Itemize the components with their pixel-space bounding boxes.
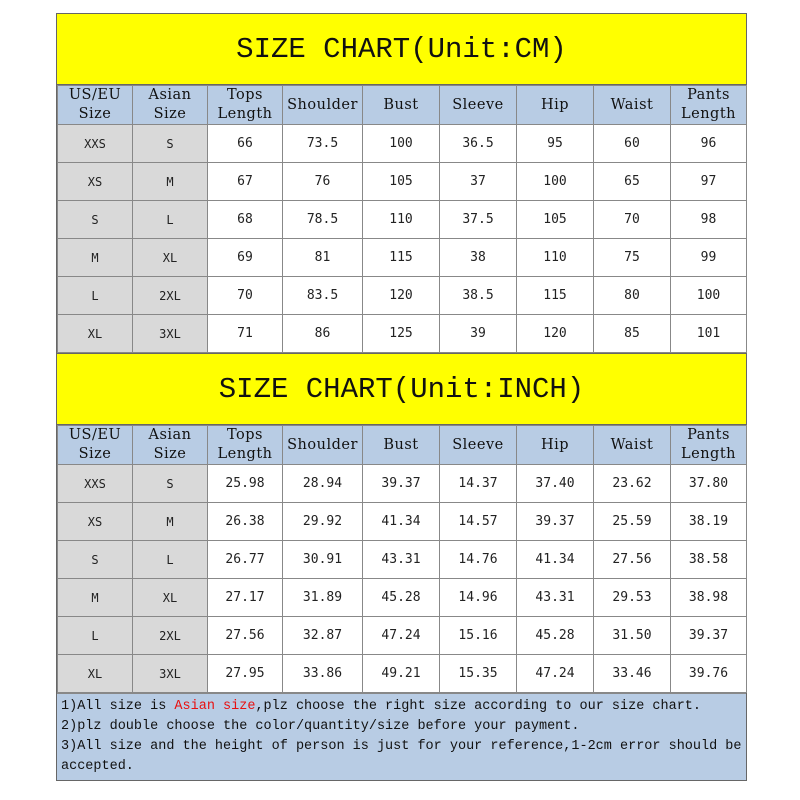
size-cell: L xyxy=(133,541,208,579)
measurement-cell: 39.76 xyxy=(671,655,747,693)
column-header xyxy=(440,426,517,465)
note-1-prefix: 1)All size is xyxy=(61,699,175,714)
size-notes xyxy=(57,693,746,780)
cm-chart-title: SIZE CHART(Unit:CM) xyxy=(57,14,746,85)
measurement-cell: 86 xyxy=(283,315,363,353)
measurement-cell: 39.37 xyxy=(363,465,440,503)
note-1-highlight: Asian size xyxy=(174,699,256,714)
measurement-cell: 27.95 xyxy=(208,655,283,693)
measurement-cell: 101 xyxy=(671,315,747,353)
measurement-cell: 27.56 xyxy=(594,541,671,579)
measurement-cell: 120 xyxy=(517,315,594,353)
column-header xyxy=(517,86,594,125)
measurement-cell: 38.98 xyxy=(671,579,747,617)
column-header-text: Size xyxy=(78,106,112,122)
measurement-cell: 14.96 xyxy=(440,579,517,617)
size-cell: S xyxy=(58,201,133,239)
column-header-text: US/EU xyxy=(68,87,122,103)
column-header-text: Bust xyxy=(383,436,419,453)
column-header-text: Hip xyxy=(540,96,570,113)
size-cell: XL xyxy=(133,579,208,617)
column-header-text: Pants xyxy=(687,87,730,103)
column-header-text: Sleeve xyxy=(452,96,504,113)
inch-table-header-row xyxy=(58,426,747,465)
measurement-cell: 45.28 xyxy=(363,579,440,617)
measurement-cell: 105 xyxy=(517,201,594,239)
measurement-cell: 25.98 xyxy=(208,465,283,503)
size-cell: S xyxy=(133,125,208,163)
column-header xyxy=(671,86,747,125)
cm-table-body xyxy=(58,125,747,353)
measurement-cell: 14.76 xyxy=(440,541,517,579)
measurement-cell: 43.31 xyxy=(517,579,594,617)
measurement-cell: 60 xyxy=(594,125,671,163)
column-header xyxy=(133,426,208,465)
measurement-cell: 95 xyxy=(517,125,594,163)
measurement-cell: 14.37 xyxy=(440,465,517,503)
size-cell: 2XL xyxy=(133,277,208,315)
measurement-cell: 115 xyxy=(517,277,594,315)
measurement-cell: 96 xyxy=(671,125,747,163)
measurement-cell: 33.86 xyxy=(283,655,363,693)
size-cell: 3XL xyxy=(133,315,208,353)
measurement-cell: 38.58 xyxy=(671,541,747,579)
column-header xyxy=(363,426,440,465)
measurement-cell: 83.5 xyxy=(283,277,363,315)
measurement-cell: 69 xyxy=(208,239,283,277)
size-cell: XL xyxy=(58,655,133,693)
table-row xyxy=(58,465,747,503)
column-header-text: Sleeve xyxy=(452,436,504,453)
measurement-cell: 70 xyxy=(594,201,671,239)
column-header xyxy=(58,426,133,465)
measurement-cell: 73.5 xyxy=(283,125,363,163)
measurement-cell: 29.53 xyxy=(594,579,671,617)
measurement-cell: 32.87 xyxy=(283,617,363,655)
column-header-text: Hip xyxy=(540,436,570,453)
measurement-cell: 39.37 xyxy=(671,617,747,655)
measurement-cell: 15.16 xyxy=(440,617,517,655)
column-header xyxy=(594,86,671,125)
inch-size-table xyxy=(57,425,747,693)
measurement-cell: 110 xyxy=(517,239,594,277)
table-row xyxy=(58,541,747,579)
measurement-cell: 30.91 xyxy=(283,541,363,579)
size-cell: L xyxy=(133,201,208,239)
table-row xyxy=(58,125,747,163)
column-header-text: Size xyxy=(153,106,187,122)
measurement-cell: 38.5 xyxy=(440,277,517,315)
measurement-cell: 68 xyxy=(208,201,283,239)
table-row xyxy=(58,277,747,315)
size-cell: XL xyxy=(133,239,208,277)
column-header-text: Asian xyxy=(148,427,192,443)
size-cell: 3XL xyxy=(133,655,208,693)
measurement-cell: 14.57 xyxy=(440,503,517,541)
measurement-cell: 38 xyxy=(440,239,517,277)
size-cell: M xyxy=(133,503,208,541)
measurement-cell: 78.5 xyxy=(283,201,363,239)
note-1-suffix: ,plz choose the right size according to our size chart. xyxy=(255,699,702,714)
measurement-cell: 39 xyxy=(440,315,517,353)
column-header xyxy=(58,86,133,125)
measurement-cell: 26.38 xyxy=(208,503,283,541)
measurement-cell: 45.28 xyxy=(517,617,594,655)
measurement-cell: 36.5 xyxy=(440,125,517,163)
size-cell: 2XL xyxy=(133,617,208,655)
table-row xyxy=(58,201,747,239)
measurement-cell: 76 xyxy=(283,163,363,201)
measurement-cell: 28.94 xyxy=(283,465,363,503)
column-header xyxy=(440,86,517,125)
measurement-cell: 97 xyxy=(671,163,747,201)
column-header xyxy=(133,86,208,125)
measurement-cell: 100 xyxy=(671,277,747,315)
measurement-cell: 47.24 xyxy=(517,655,594,693)
size-cell: M xyxy=(58,579,133,617)
table-row xyxy=(58,617,747,655)
column-header-text: Length xyxy=(681,446,736,462)
column-header-text: US/EU xyxy=(68,427,122,443)
column-header-text: Bust xyxy=(383,96,419,113)
measurement-cell: 25.59 xyxy=(594,503,671,541)
measurement-cell: 41.34 xyxy=(517,541,594,579)
measurement-cell: 43.31 xyxy=(363,541,440,579)
measurement-cell: 85 xyxy=(594,315,671,353)
measurement-cell: 115 xyxy=(363,239,440,277)
size-cell: S xyxy=(133,465,208,503)
inch-table-body xyxy=(58,465,747,693)
measurement-cell: 71 xyxy=(208,315,283,353)
column-header-text: Size xyxy=(153,446,187,462)
measurement-cell: 37.40 xyxy=(517,465,594,503)
measurement-cell: 105 xyxy=(363,163,440,201)
table-row xyxy=(58,315,747,353)
measurement-cell: 100 xyxy=(363,125,440,163)
column-header-text: Size xyxy=(78,446,112,462)
measurement-cell: 38.19 xyxy=(671,503,747,541)
table-row xyxy=(58,239,747,277)
column-header xyxy=(594,426,671,465)
table-row xyxy=(58,655,747,693)
measurement-cell: 37 xyxy=(440,163,517,201)
table-row xyxy=(58,163,747,201)
size-cell: M xyxy=(133,163,208,201)
measurement-cell: 23.62 xyxy=(594,465,671,503)
column-header-text: Tops xyxy=(227,427,263,443)
column-header-text: Length xyxy=(681,106,736,122)
measurement-cell: 110 xyxy=(363,201,440,239)
column-header-text: Waist xyxy=(610,96,654,113)
measurement-cell: 27.56 xyxy=(208,617,283,655)
measurement-cell: 80 xyxy=(594,277,671,315)
measurement-cell: 49.21 xyxy=(363,655,440,693)
column-header-text: Waist xyxy=(610,436,654,453)
column-header-text: Length xyxy=(217,106,273,122)
size-cell: S xyxy=(58,541,133,579)
note-line-3: 3)All size and the height of person is just for your reference,1-2cm error should be accepted. xyxy=(61,739,742,774)
measurement-cell: 98 xyxy=(671,201,747,239)
size-cell: XL xyxy=(58,315,133,353)
measurement-cell: 125 xyxy=(363,315,440,353)
size-cell: L xyxy=(58,277,133,315)
measurement-cell: 15.35 xyxy=(440,655,517,693)
column-header-text: Tops xyxy=(227,87,263,103)
column-header-text: Asian xyxy=(148,87,192,103)
measurement-cell: 37.5 xyxy=(440,201,517,239)
measurement-cell: 70 xyxy=(208,277,283,315)
column-header xyxy=(283,86,363,125)
column-header xyxy=(208,426,283,465)
size-cell: XS xyxy=(58,163,133,201)
column-header xyxy=(517,426,594,465)
note-line-1 xyxy=(61,697,742,717)
measurement-cell: 67 xyxy=(208,163,283,201)
size-cell: XXS xyxy=(58,465,133,503)
table-row xyxy=(58,503,747,541)
cm-size-table xyxy=(57,85,747,353)
measurement-cell: 65 xyxy=(594,163,671,201)
measurement-cell: 99 xyxy=(671,239,747,277)
measurement-cell: 33.46 xyxy=(594,655,671,693)
column-header xyxy=(283,426,363,465)
note-line-2: 2)plz double choose the color/quantity/size before your payment. xyxy=(61,719,580,734)
column-header-text: Shoulder xyxy=(287,96,358,113)
measurement-cell: 66 xyxy=(208,125,283,163)
measurement-cell: 75 xyxy=(594,239,671,277)
size-cell: XXS xyxy=(58,125,133,163)
table-row xyxy=(58,579,747,617)
size-cell: M xyxy=(58,239,133,277)
measurement-cell: 31.50 xyxy=(594,617,671,655)
size-cell: L xyxy=(58,617,133,655)
column-header-text: Pants xyxy=(687,427,730,443)
column-header xyxy=(671,426,747,465)
measurement-cell: 81 xyxy=(283,239,363,277)
measurement-cell: 39.37 xyxy=(517,503,594,541)
measurement-cell: 120 xyxy=(363,277,440,315)
measurement-cell: 29.92 xyxy=(283,503,363,541)
measurement-cell: 31.89 xyxy=(283,579,363,617)
cm-table-header-row xyxy=(58,86,747,125)
measurement-cell: 47.24 xyxy=(363,617,440,655)
measurement-cell: 26.77 xyxy=(208,541,283,579)
column-header xyxy=(208,86,283,125)
size-chart-document xyxy=(56,13,747,781)
measurement-cell: 100 xyxy=(517,163,594,201)
size-cell: XS xyxy=(58,503,133,541)
column-header-text: Length xyxy=(217,446,273,462)
column-header-text: Shoulder xyxy=(287,436,358,453)
measurement-cell: 41.34 xyxy=(363,503,440,541)
measurement-cell: 27.17 xyxy=(208,579,283,617)
inch-chart-title: SIZE CHART(Unit:INCH) xyxy=(57,353,746,425)
measurement-cell: 37.80 xyxy=(671,465,747,503)
column-header xyxy=(363,86,440,125)
